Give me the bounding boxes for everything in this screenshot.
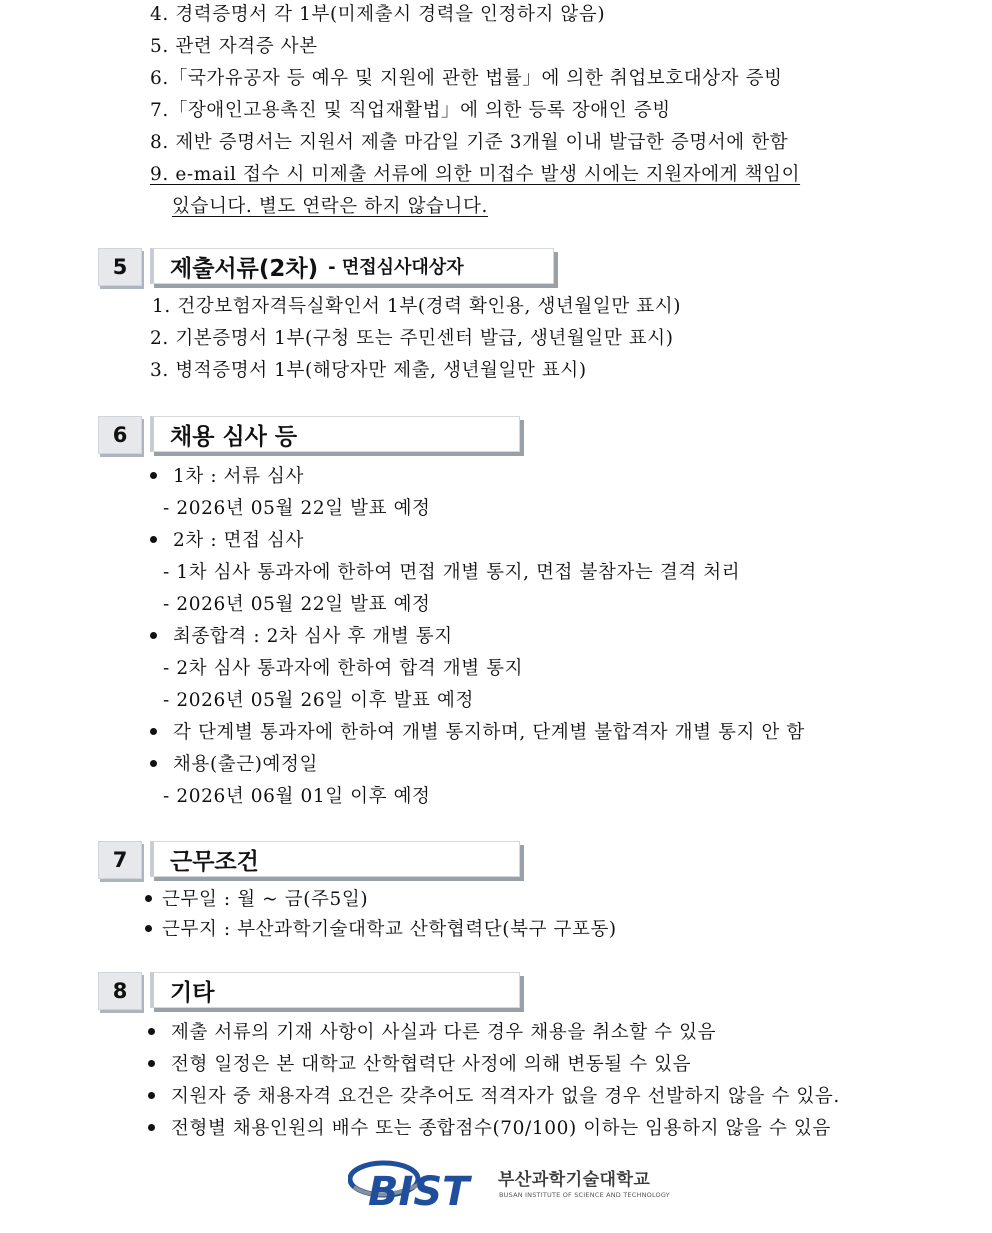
bullet-icon [150,760,157,767]
list-item: 3. 병적증명서 1부(해당자만 제출, 생년월일만 표시) [150,360,587,381]
list-item: 2. 기본증명서 1부(구청 또는 주민센터 발급, 생년월일만 표시) [150,328,674,349]
section-5-title-text: 제출서류(2차) [170,255,319,282]
bullet-icon [145,925,152,932]
section-5-subtitle: - 면접심사대상자 [328,257,464,278]
sub-item: - 2026년 06월 01일 이후 예정 [163,786,431,807]
list-item: 8. 제반 증명서는 지원서 제출 마감일 기준 3개월 이내 발급한 증명서에 한함 [150,132,789,153]
bullet-item: 전형별 채용인원의 배수 또는 종합점수(70/100) 이하는 임용하지 않을 수 있음 [148,1117,831,1141]
section-7-number: 7 [98,841,142,879]
bullet-icon [148,1060,155,1067]
sub-item: - 2026년 05월 26일 이후 발표 예정 [163,690,474,711]
sub-item: - 2026년 05월 22일 발표 예정 [163,594,431,615]
bullet-item: 채용(출근)예정일 [150,753,318,777]
bullet-icon [150,632,157,639]
bullet-item: 2차 : 면접 심사 [150,529,304,553]
section-8-number: 8 [98,972,142,1010]
bullet-icon [148,1092,155,1099]
bullet-item: 근무일 : 월 ~ 금(주5일) [145,888,368,912]
bullet-icon [150,536,157,543]
bullet-item: 지원자 중 채용자격 요건은 갖추어도 적격자가 없을 경우 선발하지 않을 수 있음. [148,1085,840,1109]
bullet-icon [148,1124,155,1131]
university-name-ko: 부산과학기술대학교 [498,1170,651,1190]
section-8-title [150,972,520,1008]
section-6-title [150,416,520,452]
list-item-underlined: 9. e-mail 접수 시 미제출 서류에 의한 미접수 발생 시에는 지원자에게 책임이 [150,164,801,185]
bullet-icon [145,895,152,902]
bullet-item: 전형 일정은 본 대학교 산학협력단 사정에 의해 변동될 수 있음 [148,1053,691,1077]
bullet-item: 각 단계별 통과자에 한하여 개별 통지하며, 단계별 불합격자 개별 통지 안 함 [150,721,805,745]
bullet-item: 최종합격 : 2차 심사 후 개별 통지 [150,625,453,649]
bullet-icon [150,728,157,735]
list-item: 1. 건강보험자격득실확인서 1부(경력 확인용, 생년월일만 표시) [152,296,682,317]
bullet-item: 제출 서류의 기재 사항이 사실과 다른 경우 채용을 취소할 수 있음 [148,1021,716,1045]
sub-item: - 2차 심사 통과자에 한하여 합격 개별 통지 [163,658,524,679]
bullet-icon [148,1028,155,1035]
bullet-icon [150,472,157,479]
bullet-item: 1차 : 서류 심사 [150,465,304,489]
section-7-title-text: 근무조건 [170,848,259,875]
section-5-title [150,248,554,284]
section-6-number: 6 [98,416,142,454]
section-6-title-text: 채용 심사 등 [170,423,298,450]
bist-logo-mark [348,1155,493,1211]
logo-mark-text: BIST [368,1169,470,1211]
university-name-en: BUSAN INSTITUTE OF SCIENCE AND TECHNOLOGY [499,1191,670,1199]
list-item-underlined-continued: 있습니다. 별도 연락은 하지 않습니다. [172,196,488,217]
list-item: 4. 경력증명서 각 1부(미제출시 경력을 인정하지 않음) [150,4,606,25]
section-5-number: 5 [98,248,142,286]
section-8-title-text: 기타 [170,979,215,1006]
university-logo [348,1155,668,1215]
sub-item: - 2026년 05월 22일 발표 예정 [163,498,431,519]
section-7-title [150,841,520,877]
sub-item: - 1차 심사 통과자에 한하여 면접 개별 통지, 면접 불참자는 결격 처리 [163,562,741,583]
list-item: 6.「국가유공자 등 예우 및 지원에 관한 법률」에 의한 취업보호대상자 증빙 [150,68,783,89]
list-item: 7.「장애인고용촉진 및 직업재활법」에 의한 등록 장애인 증빙 [150,100,671,121]
bullet-item: 근무지 : 부산과학기술대학교 산학협력단(북구 구포동) [145,918,617,942]
list-item: 5. 관련 자격증 사본 [150,36,318,57]
